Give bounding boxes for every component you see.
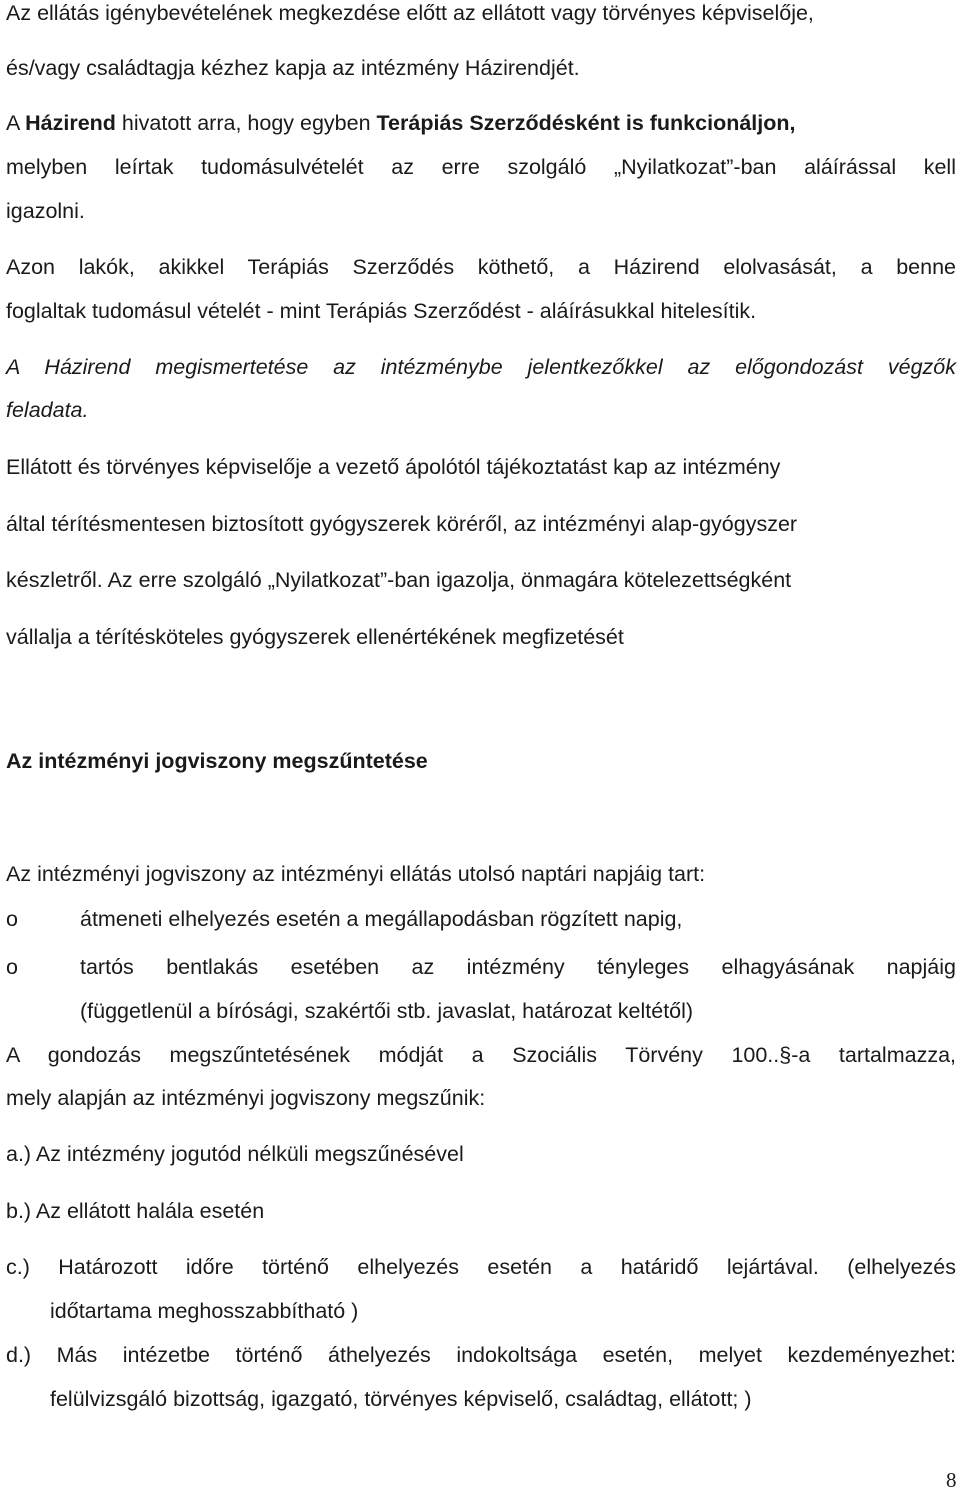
paragraph-line: Az ellátás igénybevételének megkezdése előtt az ellátott vagy törvényes képviselője, (6, 1, 814, 25)
paragraph-line: mely alapján az intézményi jogviszony megszűnik: (6, 1086, 486, 1110)
bullet-marker: o (6, 955, 18, 979)
list-item-continuation: (függetlenül a bírósági, szakértői stb. javaslat, határozat keltétől) (80, 999, 694, 1023)
paragraph-line: Az intézményi jogviszony az intézményi ellátás utolsó naptári napjáig tart: (6, 862, 706, 886)
paragraph-line: Azon lakók, akikkel Terápiás Szerződés köthető, a Házirend elolvasását, a benne (6, 255, 956, 279)
list-item-continuation: időtartama meghosszabbítható ) (50, 1299, 359, 1323)
paragraph-line: és/vagy családtagja kézhez kapja az intézmény Házirendjét. (6, 56, 580, 80)
page-number: 8 (946, 1468, 957, 1492)
list-item: átmeneti elhelyezés esetén a megállapodásban rögzített napig, (80, 907, 683, 931)
list-item: tartós bentlakás esetében az intézmény tényleges elhagyásának napjáig (80, 955, 956, 979)
list-item-continuation: felülvizsgáló bizottság, igazgató, törvényes képviselő, családtag, ellátott; ) (50, 1387, 752, 1411)
paragraph-line: Ellátott és törvényes képviselője a vezető ápolótól tájékoztatást kap az intézmény (6, 455, 781, 479)
text-segment: A (6, 111, 26, 135)
italic-line: feladata. (6, 398, 89, 422)
bullet-marker: o (6, 907, 18, 931)
text-segment: hivatott arra, hogy egyben (115, 111, 377, 135)
list-item: d.) Más intézetbe történő áthelyezés indokoltsága esetén, melyet kezdeményezhet: (6, 1343, 956, 1367)
paragraph-line: által térítésmentesen biztosított gyógyszerek köréről, az intézményi alap-gyógyszer (6, 512, 798, 536)
paragraph-line (6, 110, 956, 136)
italic-line: A Házirend megismertetése az intézménybe jelentkezőkkel az előgondozást végzők (6, 355, 956, 379)
section-heading: Az intézményi jogviszony megszűntetése (6, 749, 428, 773)
paragraph-line: melyben leírtak tudomásulvételét az erre szolgáló „Nyilatkozat”-ban aláírással kell (6, 155, 956, 179)
paragraph-line: vállalja a térítésköteles gyógyszerek ellenértékének megfizetését (6, 625, 624, 649)
list-item: b.) Az ellátott halála esetén (6, 1199, 265, 1223)
paragraph-line: A gondozás megszűntetésének módját a Szociális Törvény 100..§-a tartalmazza, (6, 1043, 956, 1067)
list-item: c.) Határozott időre történő elhelyezés esetén a határidő lejártával. (elhelyezés (6, 1255, 956, 1279)
paragraph-line: készletről. Az erre szolgáló „Nyilatkozat”-ban igazolja, önmagára kötelezettségként (6, 568, 792, 592)
bold-term: Terápiás Szerződésként is funkcionáljon, (376, 111, 796, 135)
list-item: a.) Az intézmény jogutód nélküli megszűnésével (6, 1142, 464, 1166)
paragraph-line: igazolni. (6, 199, 85, 223)
bold-term: Házirend (25, 111, 116, 135)
paragraph-line: foglaltak tudomásul vételét - mint Terápiás Szerződést - aláírásukkal hitelesítik. (6, 299, 757, 323)
